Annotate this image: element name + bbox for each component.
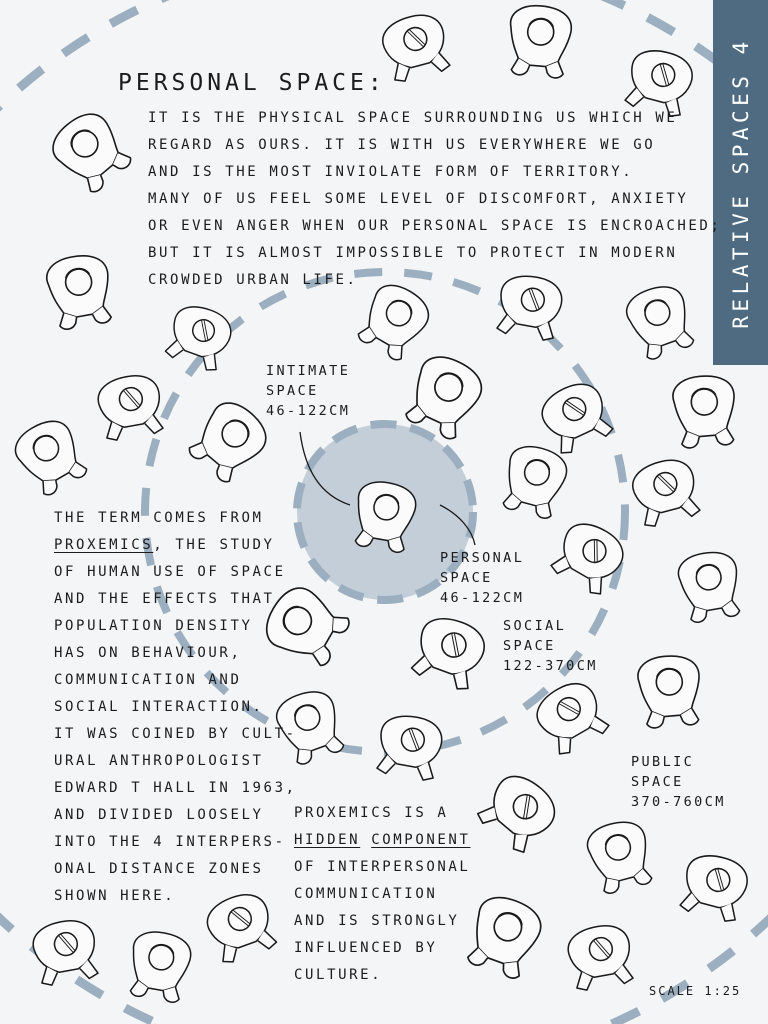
term-proxemics: PROXEMICS [54, 537, 154, 553]
definition-line: IT WAS COINED BY CULT- [54, 726, 297, 742]
definition-line: THE TERM COMES FROM [54, 510, 264, 526]
definition-line: COMMUNICATION AND [54, 672, 242, 688]
zone-label-line: SOCIAL [503, 618, 567, 634]
zone-label-line: PUBLIC [631, 754, 695, 770]
banner-label: RELATIVE SPACES 4 [728, 36, 753, 329]
intro-line: CROWDED URBAN LIFE. [148, 272, 358, 288]
intro-line: REGARD AS OURS. IT IS WITH US EVERYWHERE WE GO [148, 137, 656, 153]
scale-label: SCALE 1:25 [649, 984, 742, 998]
note-line: AND IS STRONGLY [294, 913, 460, 929]
definition-line: ONAL DISTANCE ZONES [54, 861, 264, 877]
zone-label-intimate [266, 361, 350, 421]
zone-label-line: INTIMATE [266, 363, 351, 379]
intro-line: IT IS THE PHYSICAL SPACE SURROUNDING US WHICH WE [148, 110, 678, 126]
definition-line-rest: , THE STUDY [153, 537, 275, 553]
proxemics-definition [54, 505, 297, 910]
intro-paragraph [148, 105, 722, 294]
definition-line: AND THE EFFECTS THAT [54, 591, 275, 607]
definition-line: HAS ON BEHAVIOUR, [54, 645, 242, 661]
definition-line: OF HUMAN USE OF SPACE [54, 564, 286, 580]
intro-line: AND IS THE MOST INVIOLATE FORM OF TERRITORY. [148, 164, 634, 180]
note-line: PROXEMICS IS A [294, 805, 449, 821]
intro-line: MANY OF US FEEL SOME LEVEL OF DISCOMFORT, ANXIETY [148, 191, 689, 207]
note-line: COMMUNICATION [294, 886, 438, 902]
note-line [294, 827, 470, 854]
zone-label-social [503, 616, 598, 676]
intro-line: BUT IT IS ALMOST IMPOSSIBLE TO PROTECT IN MODERN [148, 245, 678, 261]
definition-line [54, 532, 297, 559]
definition-line: AND DIVIDED LOOSELY [54, 807, 264, 823]
zone-label-public [631, 752, 726, 812]
zone-label-personal [440, 548, 524, 608]
note-line: CULTURE. [294, 967, 383, 983]
zone-label-line: 122-370CM [503, 658, 598, 674]
zone-label-line: SPACE [440, 570, 493, 586]
note-line: OF INTERPERSONAL [294, 859, 471, 875]
definition-line: SOCIAL INTERACTION. [54, 699, 264, 715]
term-hidden: HIDDEN [294, 832, 361, 848]
definition-line: INTO THE 4 INTERPERS- [54, 834, 286, 850]
definition-line: URAL ANTHROPOLOGIST [54, 753, 264, 769]
zone-label-line: 370-760CM [631, 794, 726, 810]
zone-label-line: SPACE [503, 638, 556, 654]
hidden-component-note [294, 800, 470, 989]
definition-line: SHOWN HERE. [54, 888, 176, 904]
note-line: INFLUENCED BY [294, 940, 438, 956]
zone-label-line: 46-122CM [440, 590, 525, 606]
page-title: PERSONAL SPACE: [118, 70, 386, 96]
zone-label-line: PERSONAL [440, 550, 525, 566]
definition-line: EDWARD T HALL IN 1963, [54, 780, 297, 796]
intro-line: OR EVEN ANGER WHEN OUR PERSONAL SPACE IS ENCROACHED; [148, 218, 722, 234]
zone-label-line: 46-122CM [266, 403, 351, 419]
term-component: COMPONENT [371, 832, 471, 848]
zone-label-line: SPACE [266, 383, 319, 399]
definition-line: POPULATION DENSITY [54, 618, 253, 634]
zone-label-line: SPACE [631, 774, 684, 790]
